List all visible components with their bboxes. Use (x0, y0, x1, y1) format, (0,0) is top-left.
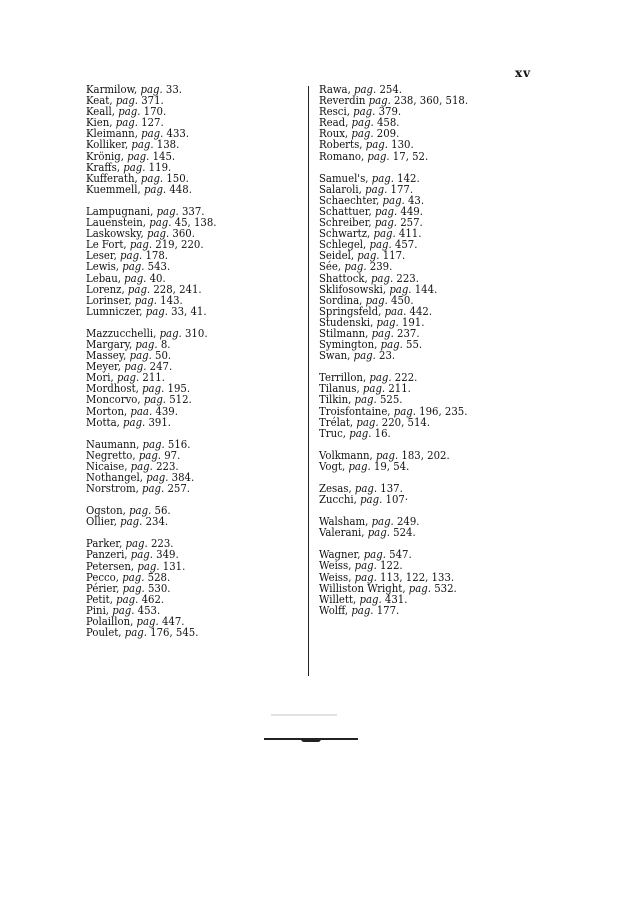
index-entry: Weiss, pag. 113, 122, 133. (319, 570, 455, 584)
index-group (86, 505, 228, 527)
index-entry: Lebau, pag. 40. (86, 271, 166, 285)
closing-rule-ornament (301, 739, 321, 742)
index-entry: Sée, pag. 239. (319, 260, 393, 274)
index-entry: Zucchi, pag. 107· (319, 493, 409, 507)
index-entry: Naumann, pag. 516. (86, 437, 191, 451)
index-entry: Poulet, pag. 176, 545. (86, 626, 199, 640)
index-entry: Margary, pag. 8. (86, 337, 171, 351)
index-group (319, 516, 481, 538)
index-entry: Schreiber, pag. 257. (319, 216, 423, 230)
index-column-right (319, 84, 481, 627)
page-number: xv (515, 66, 532, 80)
index-entry: Schaechter, pag. 43. (319, 193, 425, 207)
index-entry: Nothangel, pag. 384. (86, 471, 195, 484)
index-entry: Weiss, pag. 122. (319, 559, 403, 573)
index-entry: Lumniczer, pag. 33, 41. (86, 304, 207, 318)
index-entry: Pini, pag. 453. (86, 603, 161, 617)
index-entry: Meyer, pag. 247. (86, 360, 173, 374)
index-entry: Terrillon, pag. 222. (319, 371, 418, 385)
index-group (319, 450, 481, 472)
index-entry: Schwartz, pag. 411. (319, 227, 422, 241)
index-entry: Willett, pag. 431. (319, 592, 408, 606)
index-entry: Pecco, pag. 528. (86, 570, 171, 584)
index-entry: Le Fort, pag. 219, 220. (86, 238, 204, 252)
index-entry: Stilmann, pag. 237. (319, 326, 420, 340)
index-entry: Nicaise, pag. 223. (86, 459, 179, 473)
index-entry: Schlegel, pag. 457. (319, 238, 418, 252)
index-entry: Swan, pag. 23. (319, 349, 396, 363)
index-entry: Karmilow, pag. 33. (86, 83, 183, 96)
column-divider (308, 86, 309, 676)
index-entry: Salaroli, pag. 177. (319, 182, 414, 196)
index-entry: Moncorvo, pag. 512. (86, 393, 192, 407)
index-entry: Lewis, pag. 543. (86, 260, 171, 274)
index-entry: Kraffs, pag. 119. (86, 160, 172, 174)
index-entry: Kolliker, pag. 138. (86, 138, 180, 152)
index-entry: Mori, pag. 211. (86, 371, 165, 385)
faint-rule (271, 714, 337, 716)
index-entry: Romano, pag. 17, 52. (319, 149, 429, 163)
index-group (319, 549, 481, 616)
index-entry: Norstrom, pag. 257. (86, 482, 190, 496)
index-entry: Parker, pag. 223. (86, 537, 174, 551)
index-entry: Leser, pag. 178. (86, 249, 169, 263)
index-entry: Motta, pag. 391. (86, 415, 172, 429)
index-group (86, 328, 228, 428)
index-entry: Laskowsky, pag. 360. (86, 227, 195, 241)
index-entry: Tilanus, pag. 211. (319, 382, 411, 396)
index-entry: Roberts, pag. 130. (319, 138, 414, 152)
index-entry: Petit, pag. 462. (86, 592, 165, 606)
index-entry: Petersen, pag. 131. (86, 559, 186, 573)
index-group (319, 483, 481, 505)
index-entry: Seidel, pag. 117. (319, 249, 406, 263)
index-entry: Kien, pag. 127. (86, 116, 164, 130)
index-entry: Troisfontaine, pag. 196, 235. (319, 404, 468, 418)
index-entry: Resci, pag. 379. (319, 105, 402, 119)
index-entry: Lampugnani, pag. 337. (86, 204, 205, 218)
index-entry: Roux, pag. 209. (319, 127, 400, 141)
index-entry: Lorenz, pag. 228, 241. (86, 282, 202, 296)
index-entry: Krönig, pag. 145. (86, 149, 176, 163)
index-entry: Studenski, pag. 191. (319, 315, 425, 329)
index-entry: Walsham, pag. 249. (319, 515, 420, 529)
index-entry: Wagner, pag. 547. (319, 548, 412, 562)
index-entry: Morton, paa. 439. (86, 404, 178, 418)
index-entry: Valerani, pag. 524. (319, 526, 416, 540)
index-group (319, 372, 481, 439)
index-entry: Reverdin pag. 238, 360, 518. (319, 94, 469, 108)
index-entry: Périer, pag. 530. (86, 581, 171, 595)
index-entry: Mordhost, pag. 195. (86, 382, 191, 396)
index-entry: Volkmann, pag. 183, 202. (319, 448, 450, 462)
index-entry: Zesas, pag. 137. (319, 482, 403, 495)
index-entry: Kleimann, pag. 433. (86, 127, 190, 141)
index-entry: Massey, pag. 50. (86, 349, 172, 363)
index-group (86, 84, 228, 195)
index-entry: Rawa, pag. 254. (319, 83, 402, 96)
index-entry: Springsfeld, paa. 442. (319, 304, 433, 318)
index-entry: Sordina, pag. 450. (319, 293, 414, 307)
index-group (86, 538, 228, 638)
index-entry: Wolff, pag. 177. (319, 603, 400, 617)
index-column-left (86, 84, 228, 649)
index-entry: Mazzucchelli, pag. 310. (86, 326, 208, 340)
index-entry: Kufferath, pag. 150. (86, 171, 189, 185)
index-group (319, 84, 481, 162)
index-group (86, 439, 228, 494)
index-entry: Polaillon, pag. 447. (86, 615, 185, 629)
index-entry: Keat, pag. 371. (86, 94, 164, 108)
index-entry: Samuel's, pag. 142. (319, 171, 420, 185)
index-group (86, 206, 228, 317)
index-entry: Symington, pag. 55. (319, 338, 423, 352)
index-entry: Kuemmell, pag. 448. (86, 182, 192, 196)
index-entry: Ogston, pag. 56. (86, 504, 171, 518)
index-entry: Ollier, pag. 234. (86, 515, 169, 529)
index-entry: Vogt, pag. 19, 54. (319, 459, 410, 473)
index-entry: Lorinser, pag. 143. (86, 293, 183, 307)
index-entry: Trélat, pag. 220, 514. (319, 415, 431, 429)
index-entry: Keall, pag. 170. (86, 105, 167, 119)
index-entry: Sklifosowski, pag. 144. (319, 282, 438, 296)
index-entry: Williston Wright, pag. 532. (319, 581, 457, 595)
index-entry: Schattuer, pag. 449. (319, 204, 423, 218)
index-entry: Tilkin, pag. 525. (319, 393, 403, 407)
index-group (319, 173, 481, 362)
index-entry: Panzeri, pag. 349. (86, 548, 179, 562)
index-entry: Negretto, pag. 97. (86, 448, 181, 462)
index-entry: Truc, pag. 16. (319, 426, 391, 440)
index-entry: Shattock, pag. 223. (319, 271, 419, 285)
index-entry: Lauenstein, pag. 45, 138. (86, 216, 217, 230)
index-entry: Read, pag. 458. (319, 116, 400, 130)
